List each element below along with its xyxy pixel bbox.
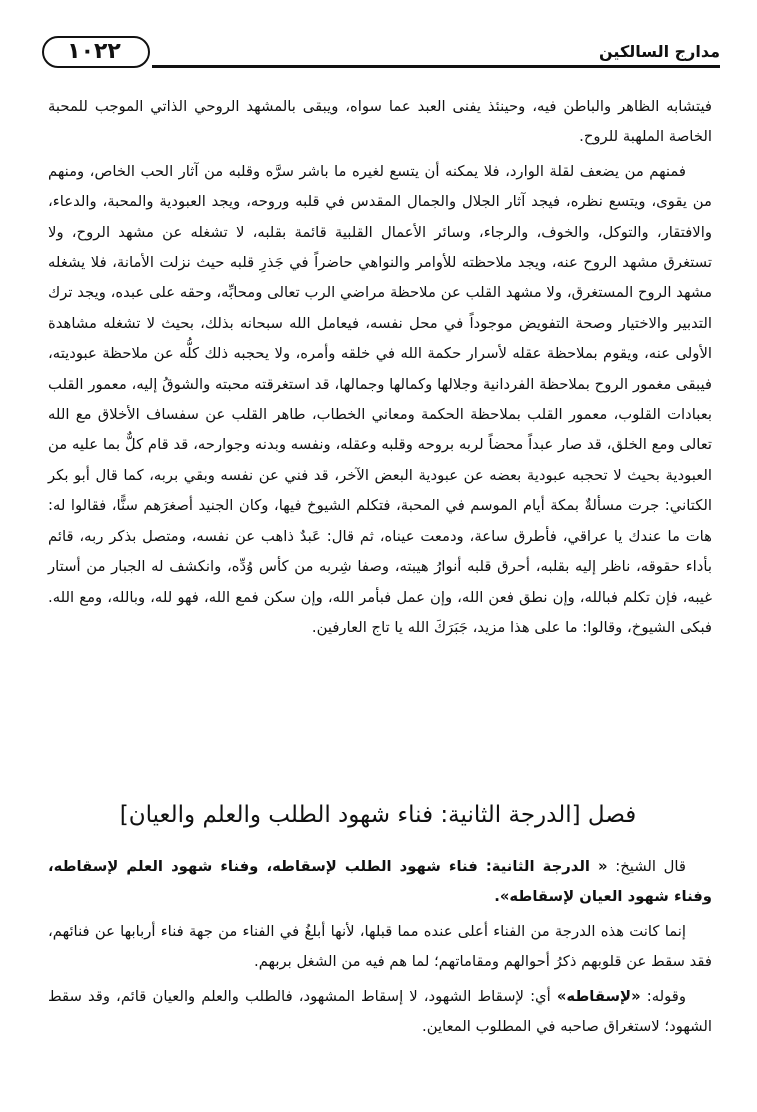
sheikh-prefix: قال الشيخ:	[607, 858, 686, 875]
sheikh-quote-paragraph	[48, 852, 712, 913]
page-number: ١٠٢٢	[67, 39, 121, 64]
last-prefix: وقوله:	[640, 987, 687, 1005]
header-rule	[152, 65, 720, 68]
section-heading: فصل [الدرجة الثانية: فناء شهود الطلب والعلم والعيان]	[119, 802, 637, 828]
sheikh-quote: « الدرجة الثانية: فناء شهود الطلب لإسقاطه، وفناء شهود العلم لإسقاطه، وفناء شهود العيان لإسقاطه».	[48, 858, 712, 906]
paragraph-last	[48, 982, 712, 1043]
body-text-bottom	[48, 852, 712, 1042]
last-quote: «لإسقاطه»	[556, 987, 641, 1005]
body-text-top	[48, 92, 712, 643]
page-header	[40, 36, 720, 78]
paragraph-1: فيتشابه الظاهر والباطن فيه، وحينئذ يفنى العبد عما سواه، ويبقى بالمشهد الروحي الذاتي الموجب للمحبة الخاصة الملهبة للروح.	[48, 98, 712, 146]
book-title: مدارج السالكين	[599, 42, 720, 61]
paragraph-2: فمنهم من يضعف لقلة الوارد، فلا يمكنه أن يتسع لغيره ما باشر سرَّه وقلبه من آثار الحب الخاص، ومنهم من يقوى، ويتسع نظره، فيجد آثار الجلال والجمال المقدس في قلبه وروحه، ويجد العبودية والمحبة، والدعاء، والافتقار، والتوكل، والخوف، والرجاء، وسائر الأعمال القلبية قائمة بقلبه، لا تشغله عن مشهد الروح، ولا تستغرق مشهد الروح عنه، ويجد ملاحظته للأوامر والنواهي حاضراً في جَذرِ قلبه حيث نزلت الأمانة، فلا يشغله مشهد الروح المستغرق، ولا مشهد القلب عن ملاحظة مراضي الرب تعالى ومحابِّه، وحقه على عبده، ويجد ترك التدبير والاختيار وصحة التفويض موجوداً في محل نفسه، فيعامل الله سبحانه بذلك، بحيث لا تشغله مشاهدة الأولى عنه، ويقوم بملاحظة عقله لأسرار حكمة الله في خلقه وأمره، ولا يحجبه ذلك كلُّه عن ملاحظة عبوديته، فيبقى مغمور الروح بملاحظة الفردانية وجلالها وكمالها وجمالها، قد استغرقته محبته والشوقُ إليه، معمور القلب بعبادات القلوب، معمور القلب بملاحظة الحكمة ومعاني الخطاب، طاهر القلب عن سفساف الأخلاق مع الله تعالى ومع الخلق، قد صار عبداً محضاً لربه بروحه وقلبه وعقله، ونفسه وبدنه وجوارحه، قد قام كلٌّ بما عليه من العبودية بحيث لا تحجبه عبودية بعضه عن عبودية البعض الآخر، قد فني عن نفسه وبقي بربه، كما قال أبو بكر الكتاني: جرت مسألةٌ بمكة أيام الموسم في المحبة، فتكلم الشيوخ فيها، وكان الجنيد أصغرَهم سنًّا، فقالوا له: هات ما عندك يا عراقي، فأطرق ساعة، ودمعت عيناه، ثم قال: عَبدٌ ذاهب عن نفسه، ومتصل بذكر ربه، قائم بأداء حقوقه، ناظر إليه بقلبه، أحرق قلبه أنوارُ هيبته، وصفا شِربه من كأس وُدِّه، وانكشف له الجبار من أستار غيبه، فإن تكلم فبالله، وإن نطق فعن الله، وإن عمل فبأمر الله، وإن سكن فمع الله، فهو لله، وبالله، ومع الله. فبكى الشيوخ، وقالوا: ما على هذا مزيد، جَبَرَكَ الله يا تاج العارفين.	[48, 162, 712, 636]
last-rest: أي: لإسقاط الشهود، لا إسقاط المشهود، فالطلب والعلم والعيان قائم، وقد سقط الشهود؛ لاستغراق صاحبه في المطلوب المعاين.	[48, 987, 712, 1036]
paragraph-explanation: إنما كانت هذه الدرجة من الفناء أعلى عنده مما قبلها، لأنها أبلغُ في الفناء من جهة فناء أربابها عن فنائهم، فقد سقط عن قلوبهم ذكرُ أحوالهم ومقاماتهم؛ لما هم فيه من الشغل بربهم.	[48, 922, 712, 971]
